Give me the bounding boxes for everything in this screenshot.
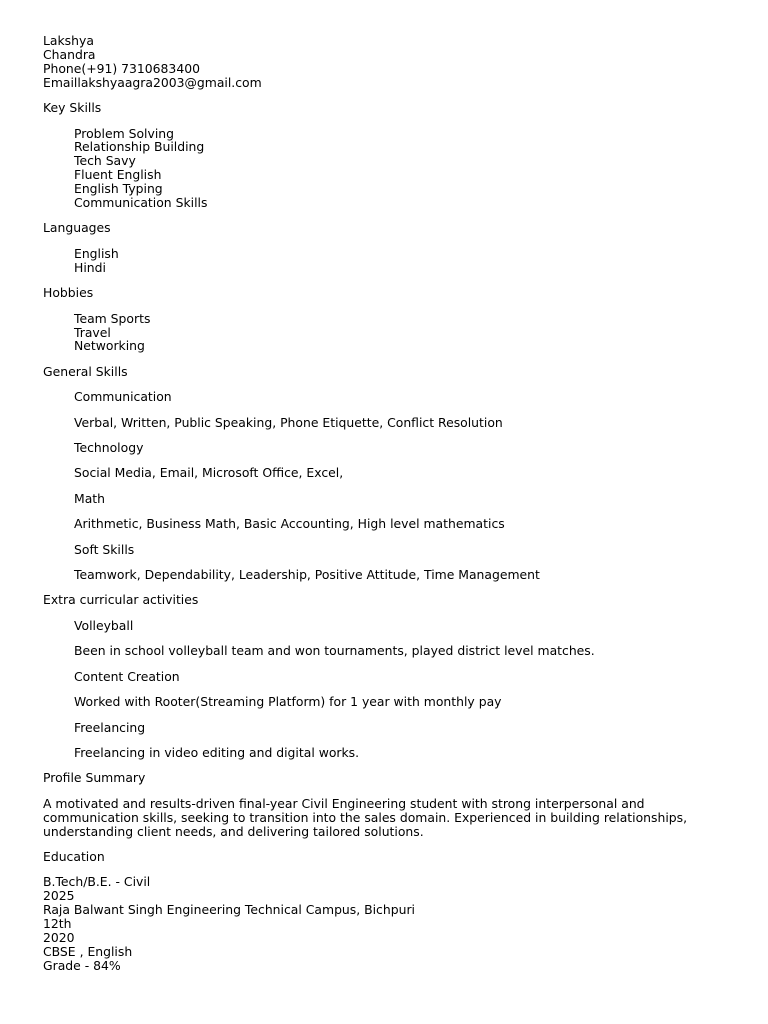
key-skills-heading: Key Skills [43, 100, 102, 116]
list-item: Networking [74, 338, 145, 354]
list-item: Communication [74, 389, 172, 405]
list-item: Problem Solving [74, 125, 174, 141]
list-item: Freelancing [74, 719, 146, 735]
summary-line: A motivated and results-driven final-year Civil Engineering student with strong interpersonal and [43, 795, 645, 811]
education-details [43, 875, 728, 972]
list-item: Freelancing in video editing and digital works. [74, 744, 360, 760]
languages-list [74, 247, 728, 275]
extra-curricular-list [74, 619, 728, 760]
education-line: Raja Balwant Singh Engineering Technical Campus, Bichpuri [43, 902, 415, 918]
list-item: Worked with Rooter(Streaming Platform) for 1 year with monthly pay [74, 694, 502, 710]
list-item: Hindi [74, 259, 106, 275]
hobbies-heading: Hobbies [43, 285, 94, 301]
last-name: Chandra [43, 46, 96, 62]
key-skills-list [74, 127, 728, 210]
languages-heading: Languages [43, 220, 111, 236]
summary-line: understanding client needs, and delivering tailored solutions. [43, 823, 424, 839]
education-line: 2025 [43, 888, 75, 904]
first-name: Lakshya [43, 33, 94, 48]
email: Emaillakshyaagra2003@gmail.com [43, 74, 262, 90]
list-item: Relationship Building [74, 139, 205, 155]
contact-header [43, 34, 728, 90]
education-heading: Education [43, 848, 105, 864]
list-item: Been in school volleyball team and won tournaments, played district level matches. [74, 643, 595, 659]
education-line: Grade - 84% [43, 957, 121, 973]
list-item: Technology [74, 440, 144, 456]
education-line: 12th [43, 916, 72, 932]
list-item: Tech Savy [74, 153, 136, 169]
list-item: Math [74, 490, 105, 506]
profile-summary-text [43, 797, 728, 839]
hobbies-list [74, 312, 728, 354]
general-skills-heading: General Skills [43, 363, 128, 379]
list-item: English Typing [74, 181, 163, 197]
education-line: 2020 [43, 929, 75, 945]
list-item: Content Creation [74, 668, 180, 684]
list-item: Teamwork, Dependability, Leadership, Positive Attitude, Time Management [74, 567, 540, 583]
list-item: Travel [74, 324, 111, 340]
list-item: Communication Skills [74, 195, 208, 211]
extra-curricular-heading: Extra curricular activities [43, 592, 199, 608]
education-line: CBSE , English [43, 943, 133, 959]
list-item: Arithmetic, Business Math, Basic Accounting, High level mathematics [74, 516, 505, 532]
list-item: Team Sports [74, 310, 151, 326]
general-skills-list [74, 390, 728, 582]
education-line: B.Tech/B.E. - Civil [43, 874, 151, 890]
list-item: English [74, 245, 119, 261]
profile-summary-heading: Profile Summary [43, 770, 146, 786]
summary-line: communication skills, seeking to transition into the sales domain. Experienced in building relationships, [43, 809, 688, 825]
phone: Phone(+91) 7310683400 [43, 60, 200, 76]
list-item: Volleyball [74, 617, 134, 633]
list-item: Fluent English [74, 167, 162, 183]
list-item: Verbal, Written, Public Speaking, Phone Etiquette, Conflict Resolution [74, 414, 503, 430]
list-item: Social Media, Email, Microsoft Office, Excel, [74, 465, 344, 481]
list-item: Soft Skills [74, 541, 135, 557]
